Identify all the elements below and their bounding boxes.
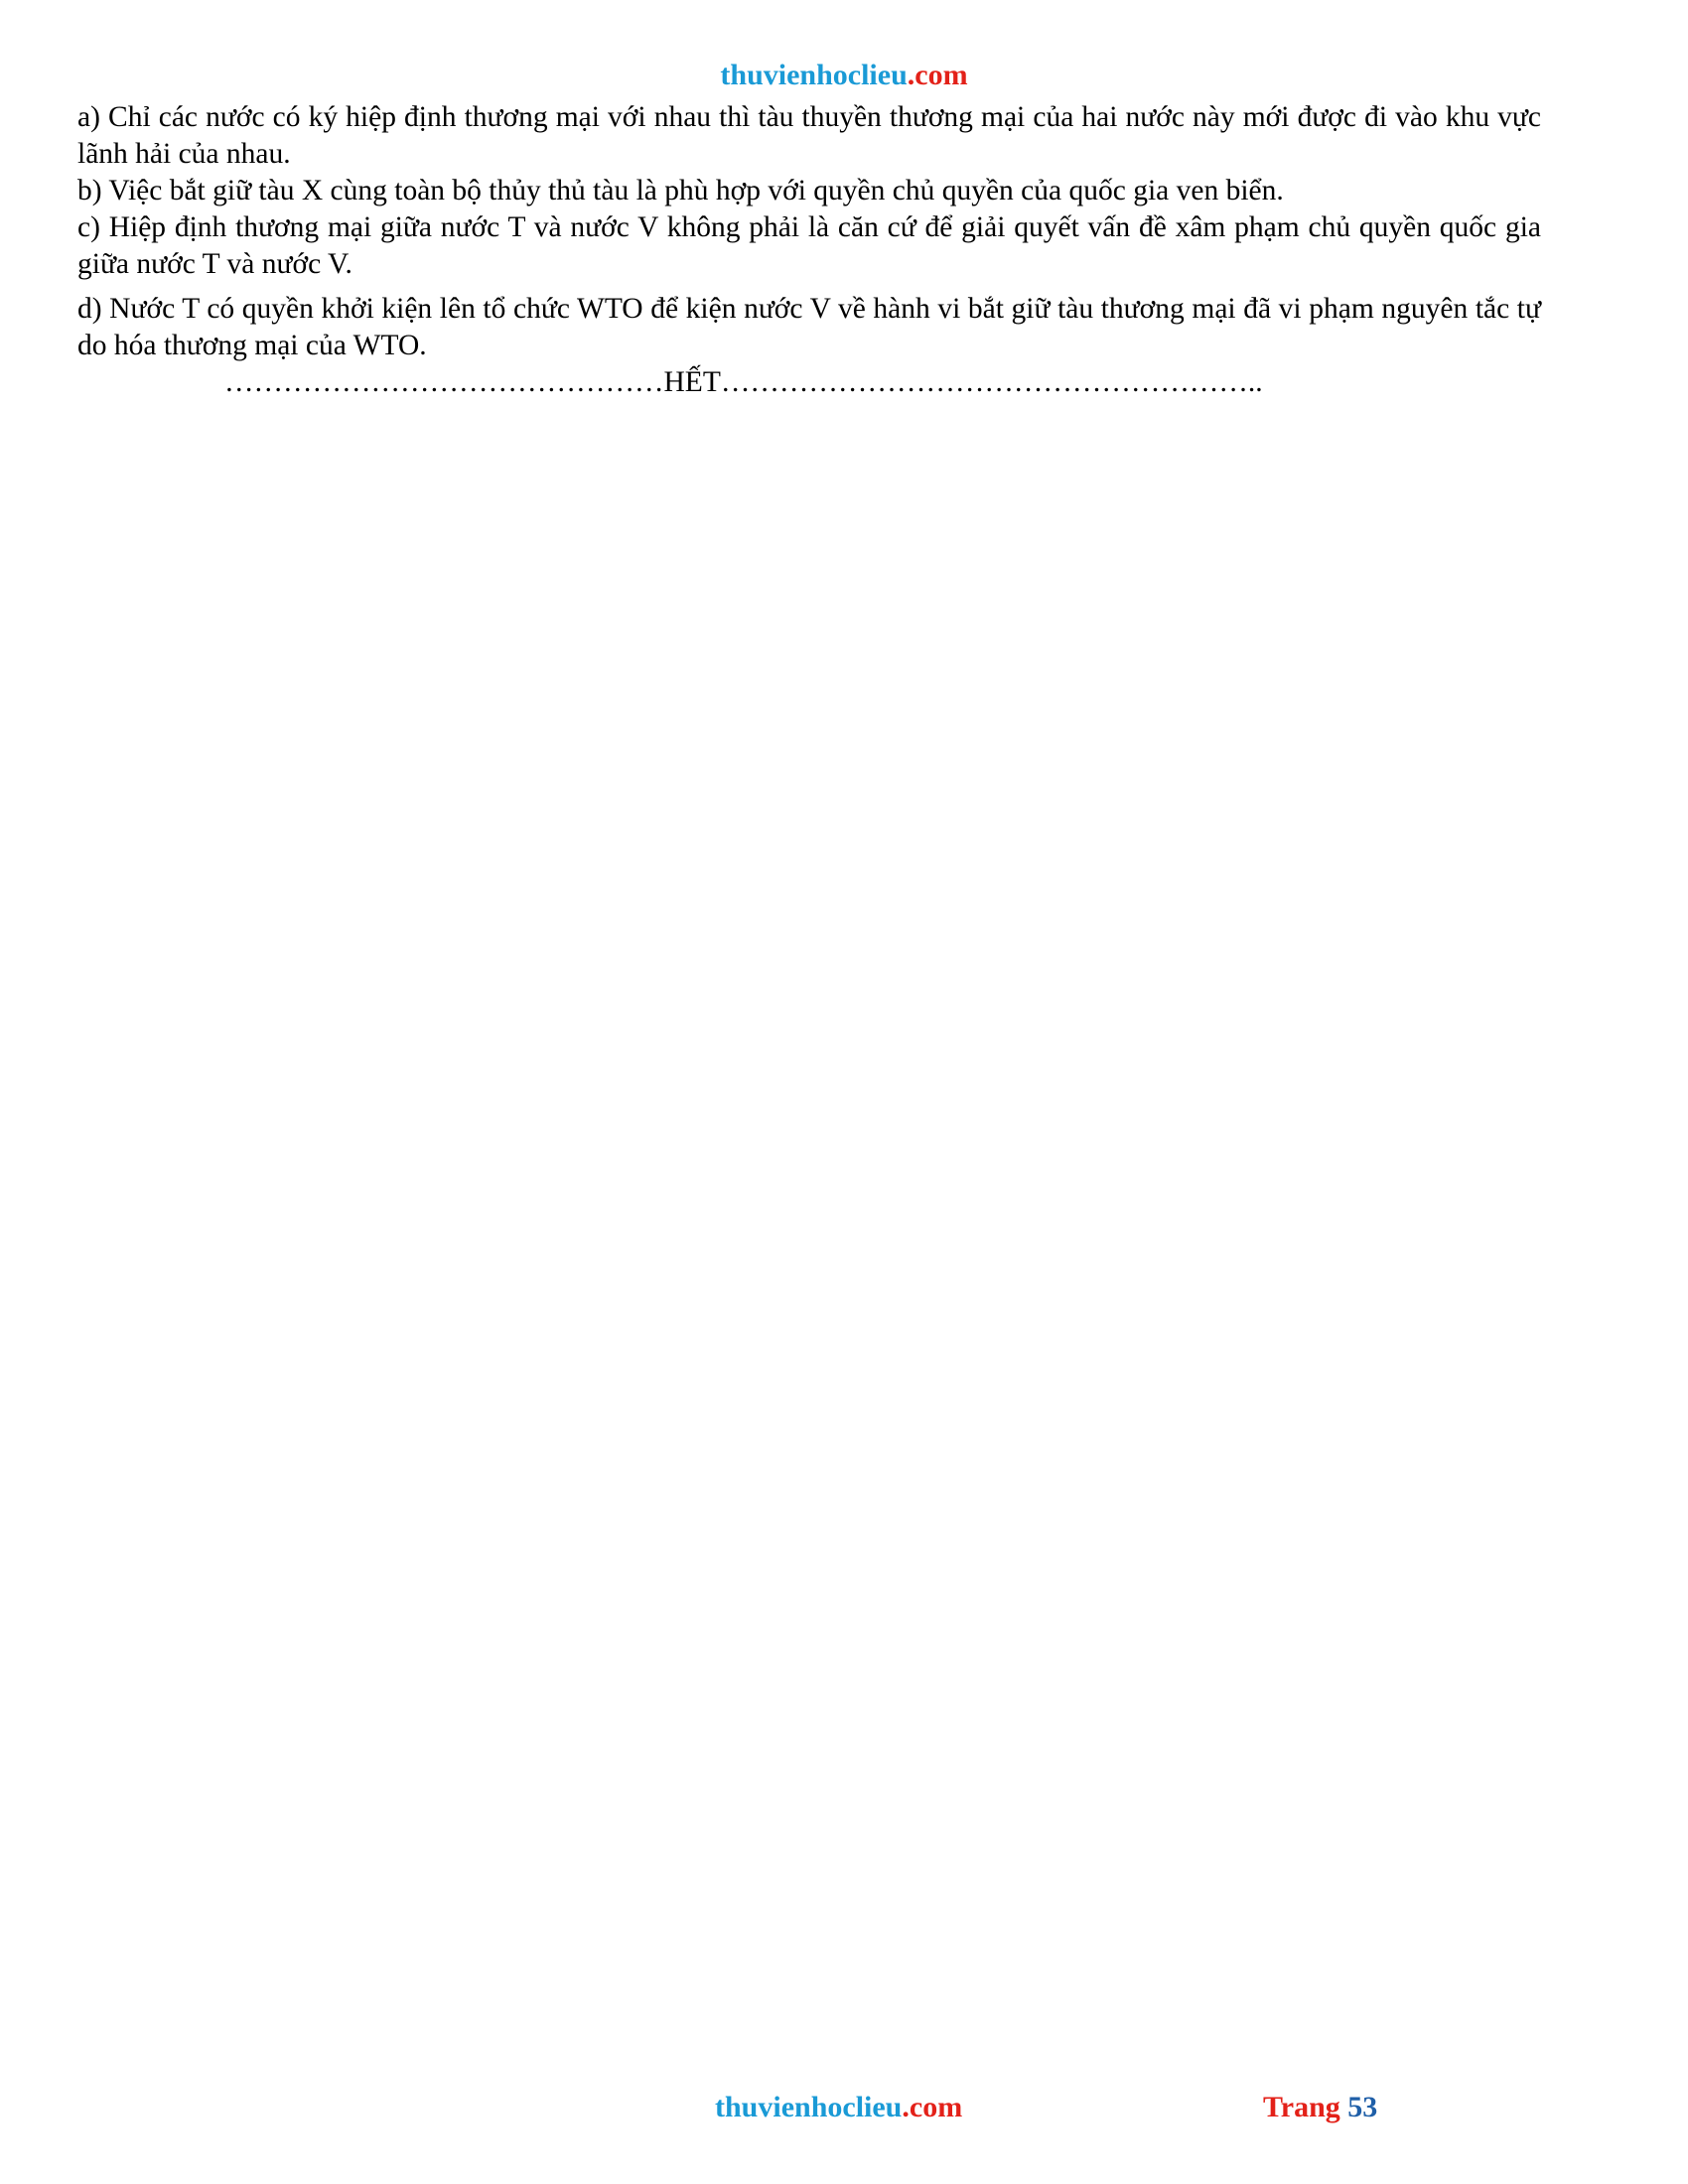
header-site-brand bbox=[0, 58, 1688, 93]
page-footer bbox=[0, 2088, 1688, 2127]
page-label: Trang bbox=[1263, 2091, 1340, 2123]
document-body bbox=[77, 99, 1541, 401]
statement-a: a) Chỉ các nước có ký hiệp định thương mại với nhau thì tàu thuyền thương mại của hai nước này mới được đi vào khu vực lãnh hải của nhau. bbox=[77, 101, 1541, 170]
page-indicator bbox=[1263, 2088, 1377, 2127]
statement-d: d) Nước T có quyền khởi kiện lên tổ chức WTO để kiện nước V về hành vi bắt giữ tàu thương mại đã vi phạm nguyên tắc tự do hóa thương mại của WTO. bbox=[77, 293, 1541, 361]
statement-b: b) Việc bắt giữ tàu X cùng toàn bộ thủy thủ tàu là phù hợp với quyền chủ quyền của quốc gia ven biển. bbox=[77, 175, 1284, 206]
statement-c: c) Hiệp định thương mại giữa nước T và nước V không phải là căn cứ để giải quyết vấn đề xâm phạm chủ quyền quốc gia giữa nước T và nước V. bbox=[77, 211, 1541, 280]
end-marker: ………………………………………HẾT……………………………………………….. bbox=[224, 366, 1263, 398]
footer-brand-name: thuvienhoclieu bbox=[715, 2091, 903, 2123]
page-number: 53 bbox=[1347, 2091, 1378, 2123]
header-brand-name: thuvienhoclieu bbox=[720, 59, 908, 91]
footer-site-brand bbox=[715, 2088, 962, 2127]
footer-brand-tld: .com bbox=[902, 2091, 963, 2123]
header-brand-tld: .com bbox=[907, 59, 968, 91]
